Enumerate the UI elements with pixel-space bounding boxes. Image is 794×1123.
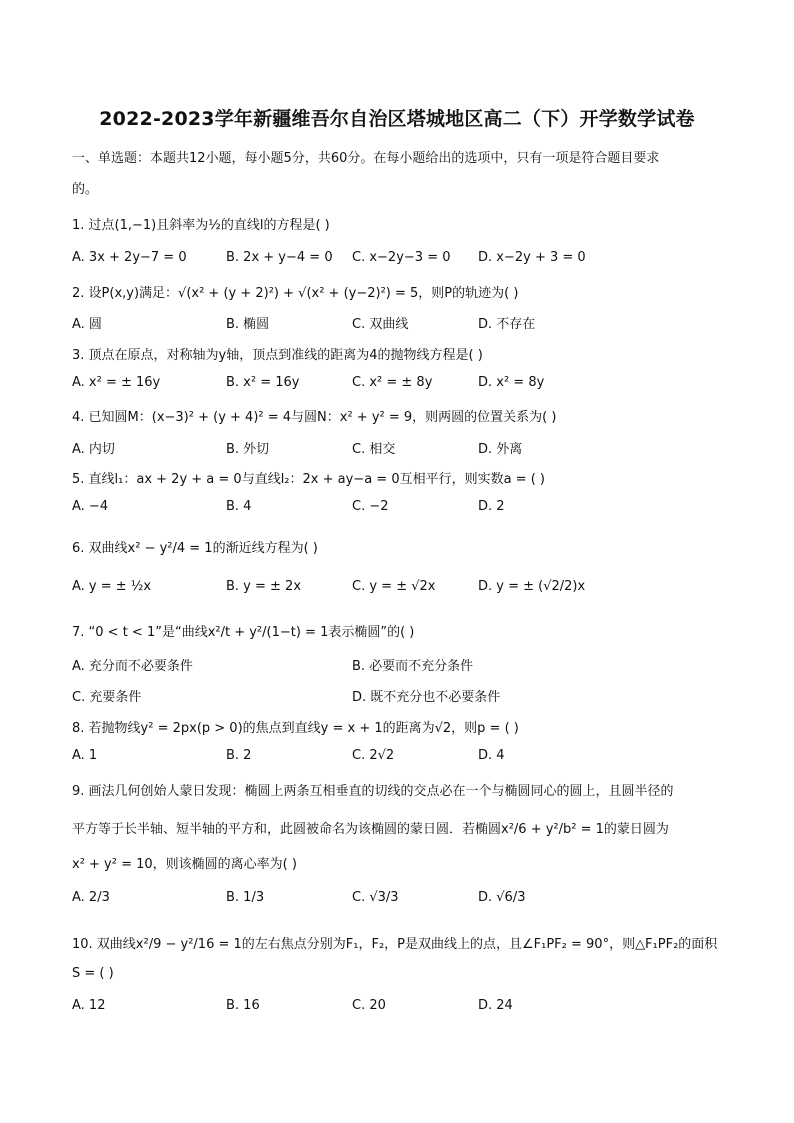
question-5-option-a: A. −4	[72, 499, 109, 514]
question-9-option-a: A. 2/3	[72, 890, 110, 905]
question-1-option-d: D. x−2y + 3 = 0	[478, 250, 586, 265]
question-1-option-c: C. x−2y−3 = 0	[352, 250, 451, 265]
question-6-stem: 6. 双曲线x² − y²/4 = 1的渐近线方程为( )	[72, 541, 318, 556]
question-9-option-c: C. √3/3	[352, 890, 399, 905]
question-7-option-c: C. 充要条件	[72, 690, 142, 705]
question-5-option-b: B. 4	[226, 499, 252, 514]
question-3-option-b: B. x² = 16y	[226, 375, 300, 390]
question-5-option-d: D. 2	[478, 499, 505, 514]
question-4-stem: 4. 已知圆M：(x−3)² + (y + 4)² = 4与圆N：x² + y² = 9，则两圆的位置关系为( )	[72, 410, 557, 425]
exam-title: 2022-2023学年新疆维吾尔自治区塔城地区高二（下）开学数学试卷	[99, 108, 695, 130]
question-10-stem: 10. 双曲线x²/9 − y²/16 = 1的左右焦点分别为F₁，F₂，P是双曲线上的点，且∠F₁PF₂ = 90°，则△F₁PF₂的面积	[72, 937, 718, 952]
question-8-option-a: A. 1	[72, 748, 98, 763]
question-9-stem-cont2: x² + y² = 10，则该椭圆的离心率为( )	[72, 857, 297, 872]
question-8-option-d: D. 4	[478, 748, 505, 763]
question-7-option-b: B. 必要而不充分条件	[352, 659, 474, 674]
question-3-option-c: C. x² = ± 8y	[352, 375, 433, 390]
question-4-option-d: D. 外离	[478, 442, 523, 457]
question-3-option-a: A. x² = ± 16y	[72, 375, 161, 390]
question-1-option-b: B. 2x + y−4 = 0	[226, 250, 333, 265]
section-instructions: 一、单选题：本题共12小题，每小题5分，共60分。在每小题给出的选项中，只有一项是符合题目要求	[72, 151, 660, 166]
question-2-option-c: C. 双曲线	[352, 317, 409, 332]
question-7-option-a: A. 充分而不必要条件	[72, 659, 193, 674]
question-10-stem-cont: S = ( )	[72, 966, 114, 981]
question-4-option-a: A. 内切	[72, 442, 115, 457]
section-instructions-cont: 的。	[72, 182, 99, 197]
question-9-option-b: B. 1/3	[226, 890, 265, 905]
question-2-option-b: B. 椭圆	[226, 317, 270, 332]
question-1-stem: 1. 过点(1,−1)且斜率为½的直线l的方程是( )	[72, 218, 330, 233]
question-2-stem: 2. 设P(x,y)满足：√(x² + (y + 2)²) + √(x² + (y−2)²) = 5，则P的轨迹为( )	[72, 286, 519, 301]
question-10-option-b: B. 16	[226, 998, 260, 1013]
question-7-stem: 7. “0 < t < 1”是“曲线x²/t + y²/(1−t) = 1表示椭圆”的( )	[72, 625, 415, 640]
question-9-stem: 9. 画法几何创始人蒙日发现：椭圆上两条互相垂直的切线的交点必在一个与椭圆同心的圆上，且圆半径的	[72, 784, 674, 799]
question-3-option-d: D. x² = 8y	[478, 375, 545, 390]
question-5-option-c: C. −2	[352, 499, 389, 514]
question-5-stem: 5. 直线l₁：ax + 2y + a = 0与直线l₂：2x + ay−a = 0互相平行，则实数a = ( )	[72, 472, 545, 487]
question-4-option-b: B. 外切	[226, 442, 270, 457]
question-10-option-c: C. 20	[352, 998, 386, 1013]
question-6-option-a: A. y = ± ½x	[72, 579, 152, 594]
question-4-option-c: C. 相交	[352, 442, 396, 457]
question-6-option-c: C. y = ± √2x	[352, 579, 436, 594]
question-9-stem-cont: 平方等于长半轴、短半轴的平方和，此圆被命名为该椭圆的蒙日圆．若椭圆x²/6 + y²/b² = 1的蒙日圆为	[72, 822, 669, 837]
question-6-option-d: D. y = ± (√2/2)x	[478, 579, 586, 594]
question-8-option-c: C. 2√2	[352, 748, 395, 763]
question-1-option-a: A. 3x + 2y−7 = 0	[72, 250, 187, 265]
question-7-option-d: D. 既不充分也不必要条件	[352, 690, 501, 705]
question-2-option-d: D. 不存在	[478, 317, 536, 332]
question-2-option-a: A. 圆	[72, 317, 102, 332]
question-8-option-b: B. 2	[226, 748, 252, 763]
question-3-stem: 3. 顶点在原点，对称轴为y轴，顶点到准线的距离为4的抛物线方程是( )	[72, 348, 483, 363]
question-9-option-d: D. √6/3	[478, 890, 526, 905]
question-6-option-b: B. y = ± 2x	[226, 579, 302, 594]
question-8-stem: 8. 若抛物线y² = 2px(p > 0)的焦点到直线y = x + 1的距离为√2，则p = ( )	[72, 721, 519, 736]
question-10-option-a: A. 12	[72, 998, 106, 1013]
question-10-option-d: D. 24	[478, 998, 513, 1013]
